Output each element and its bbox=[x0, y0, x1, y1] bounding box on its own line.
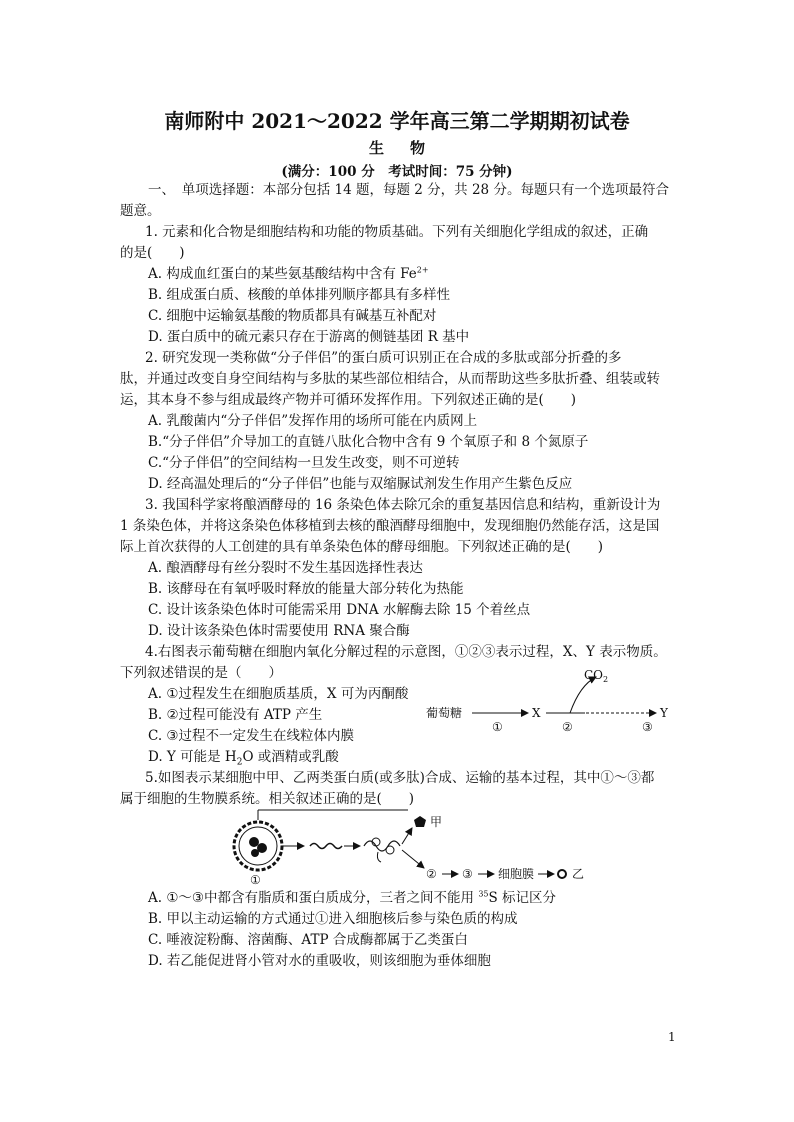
q4-option-b: B. ②过程可能没有 ATP 产生 bbox=[148, 707, 323, 723]
process-2-label: ② bbox=[562, 720, 573, 734]
structure-1-label: ① bbox=[250, 873, 261, 887]
q5-stem: 5.如图表示某细胞中甲、乙两类蛋白质(或多肽)合成、运输的基本过程，其中①～③都 bbox=[145, 770, 655, 786]
process-3-label: ③ bbox=[642, 720, 653, 734]
q2-stem-cont2: 运，其本身不参与组成最终产物并可循环发挥作用。下列叙述正确的是( ) bbox=[120, 392, 577, 408]
protein-yi-label: 乙 bbox=[572, 867, 585, 881]
protein-jia-label: 甲 bbox=[430, 815, 443, 829]
q5-option-c: C. 唾液淀粉酶、溶菌酶、ATP 合成酶都属于乙类蛋白 bbox=[148, 932, 468, 948]
process-1-label: ① bbox=[492, 720, 503, 734]
q2-option-a: A. 乳酸菌内“分子伴侣”发挥作用的场所可能在内质网上 bbox=[148, 413, 478, 429]
q2-stem-cont: 肽，并通过改变自身空间结构与多肽的某些部位相结合，从而帮助这些多肽折叠、组装或转 bbox=[120, 371, 660, 387]
q3-stem-cont2: 际上首次获得的人工创建的具有单条染色体的酵母细胞。下列叙述正确的是( ) bbox=[120, 539, 604, 555]
q4-option-d: D. Y 可能是 $H_2O$ 或酒精或乳酸 bbox=[148, 749, 339, 768]
protein-yi-icon bbox=[558, 870, 566, 878]
q3-stem: 3. 我国科学家将酿酒酵母的 16 条染色体去除冗余的重复基因信息和结构，重新设计为 bbox=[145, 497, 661, 513]
q4-option-c: C. ③过程不一定发生在线粒体内膜 bbox=[148, 728, 355, 744]
cell-membrane-label: 细胞膜 bbox=[498, 867, 535, 881]
structure-3-label: ③ bbox=[462, 867, 473, 881]
section-heading-cont: 题意。 bbox=[120, 203, 161, 219]
glucose-oxidation-diagram bbox=[420, 665, 680, 740]
q3-stem-cont: 1 条染色体，并将这条染色体移植到去核的酿酒酵母细胞中，发现细胞仍然能存活，这是国 bbox=[120, 518, 660, 534]
q1-stem: 1. 元素和化合物是细胞结构和功能的物质基础。下列有关细胞化学组成的叙述，正确 bbox=[145, 224, 649, 240]
subject-heading: 生物 bbox=[368, 139, 451, 157]
q2-stem: 2. 研究发现一类称做“分子伴侣”的蛋白质可识别正在合成的多肽或部分折叠的多 bbox=[145, 350, 622, 366]
arrow-to-2 bbox=[402, 850, 424, 868]
ribosome-icon bbox=[364, 841, 400, 851]
q4-stem: 4.右图表示葡萄糖在细胞内氧化分解过程的示意图，①②③表示过程，X、Y 表示物质。 bbox=[145, 644, 667, 660]
q1-option-b: B. 组成蛋白质、核酸的单体排列顺序都具有多样性 bbox=[148, 287, 451, 303]
exam-meta: (满分：100 分 考试时间：75 分钟) bbox=[281, 164, 513, 180]
q2-option-b: B.“分子伴侣”介导加工的直链八肽化合物中含有 9 个氧原子和 8 个氮原子 bbox=[148, 434, 589, 450]
mrna-icon bbox=[310, 844, 342, 849]
x-label: X bbox=[532, 706, 541, 720]
q1-option-a: A. 构成血红蛋白的某些氨基酸结构中含有 $Fe^{2+}$ bbox=[148, 265, 429, 282]
exam-title: 南师附中 2021～2022 学年高三第二学期期初试卷 bbox=[164, 109, 630, 133]
y-label: Y bbox=[660, 706, 668, 720]
q1-option-c: C. 细胞中运输氨基酸的物质都具有碱基互补配对 bbox=[148, 308, 437, 324]
q3-option-c: C. 设计该条染色体时可能需采用 DNA 水解酶去除 15 个着丝点 bbox=[148, 602, 531, 618]
q1-option-d: D. 蛋白质中的硫元素只存在于游离的侧链基团 R 基中 bbox=[148, 329, 470, 345]
q4-option-a: A. ①过程发生在细胞质基质，X 可为丙酮酸 bbox=[148, 686, 409, 702]
q2-option-c: C.“分子伴侣”的空间结构一旦发生改变，则不可逆转 bbox=[148, 455, 460, 471]
q5-stem-cont: 属于细胞的生物膜系统。相关叙述正确的是( ) bbox=[120, 791, 415, 807]
arrow-to-co2 bbox=[570, 677, 596, 713]
q3-option-d: D. 设计该条染色体时需要使用 RNA 聚合酶 bbox=[148, 623, 410, 639]
q2-option-d: D. 经高温处理后的“分子伴侣”也能与双缩脲试剂发生作用产生紫色反应 bbox=[148, 476, 573, 492]
structure-2-label: ② bbox=[426, 867, 437, 881]
q1-stem-cont: 的是( ) bbox=[120, 245, 185, 261]
section-heading: 一、 单项选择题：本部分包括 14 题，每题 2 分，共 28 分。每题只有一个选项最符合 bbox=[148, 182, 669, 198]
protein-transport-diagram bbox=[210, 806, 610, 888]
q3-option-a: A. 酿酒酵母有丝分裂时不发生基因选择性表达 bbox=[148, 560, 423, 576]
q5-option-d: D. 若乙能促进肾小管对水的重吸收，则该细胞为垂体细胞 bbox=[148, 953, 491, 969]
q4-stem-cont: 下列叙述错误的是（ ） bbox=[120, 665, 282, 681]
co2-label: $CO_2$ bbox=[584, 668, 609, 684]
q3-option-b: B. 该酵母在有氧呼吸时释放的能量大部分转化为热能 bbox=[148, 581, 464, 597]
glucose-label: 葡萄糖 bbox=[426, 706, 463, 720]
protein-jia-icon bbox=[414, 816, 426, 827]
arrow-to-jia bbox=[402, 828, 412, 844]
q5-option-a: A. ①～③中都含有脂质和蛋白质成分，三者之间不能用 $^{35}$S 标记区分 bbox=[148, 889, 557, 906]
q5-option-b: B. 甲以主动运输的方式通过①进入细胞核后参与染色质的构成 bbox=[148, 911, 518, 927]
page-number: 1 bbox=[668, 1030, 676, 1044]
